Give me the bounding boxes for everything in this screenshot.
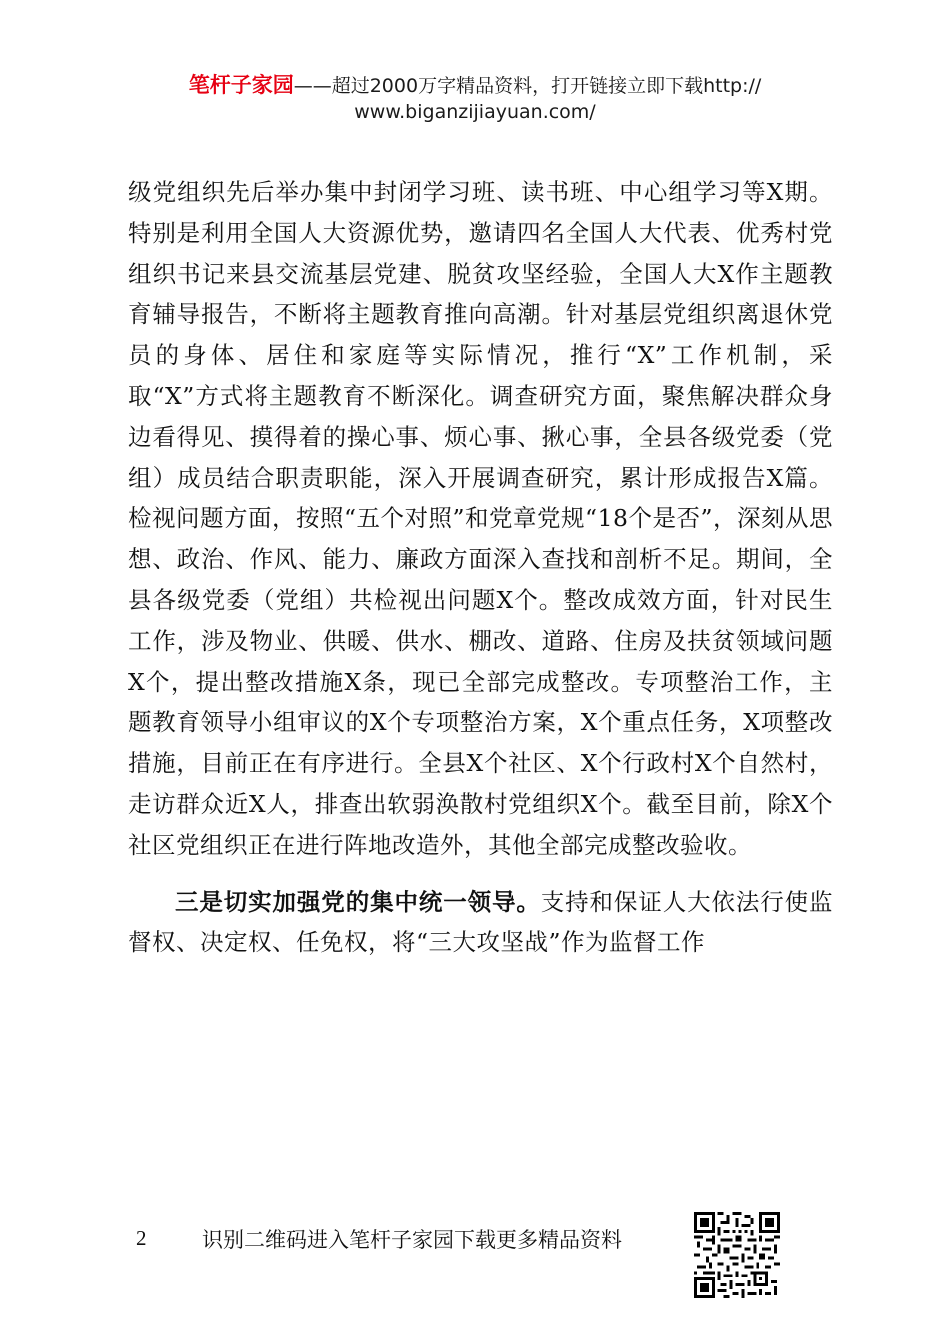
page-header [0,72,950,125]
page-footer [0,1212,950,1302]
header-line-1 [0,72,950,99]
qr-code-icon[interactable] [694,1212,780,1298]
paragraph-1: 级党组织先后举办集中封闭学习班、读书班、中心组学习等X期。特别是利用全国人大资源优势，邀请四名全国人大代表、优秀村党组织书记来县交流基层党建、脱贫攻坚经验，全国人大X作主题教育辅导报告，不断将主题教育推向高潮。针对基层党组织离退休党员的身体、居住和家庭等实际情况，推行“X”工作机制，采取“X”方式将主题教育不断深化。调查研究方面，聚焦解决群众身边看得见、摸得着的操心事、烦心事、揪心事，全县各级党委（党组）成员结合职责职能，深入开展调查研究，累计形成报告X篇。检视问题方面，按照“五个对照”和党章党规“18个是否”，深刻从思想、政治、作风、能力、廉政方面深入查找和剖析不足。期间，全县各级党委（党组）共检视出问题X个。整改成效方面，针对民生工作，涉及物业、供暖、供水、棚改、道路、住房及扶贫领域问题X个，提出整改措施X条，现已全部完成整改。专项整治工作，主题教育领导小组审议的X个专项整治方案，X个重点任务，X项整改措施，目前正在有序进行。全县X个社区、X个行政村X个自然村，走访群众近X人，排查出软弱涣散村党组织X个。截至目前，除X个社区党组织正在进行阵地改造外，其他全部完成整改验收。 [128,178,833,859]
header-url[interactable]: www.biganzijiayuan.com/ [354,101,596,123]
paragraph-2-heading: 三是切实加强党的集中统一领导。 [175,887,541,916]
paragraph-2 [128,882,833,964]
paragraph-2-text: 支持和保证人大依法行使监督权、决定权、任免权，将“三大攻坚战”作为监督工作 [128,887,834,957]
brand-name[interactable]: 笔杆子家园 [188,73,294,97]
header-tagline: ——超过2000万字精品资料，打开链接立即下载http:// [293,75,762,97]
page-number: 2 [136,1226,147,1250]
footer-text: 识别二维码进入笔杆子家园下载更多精品资料 [202,1228,622,1252]
document-body [128,172,833,963]
